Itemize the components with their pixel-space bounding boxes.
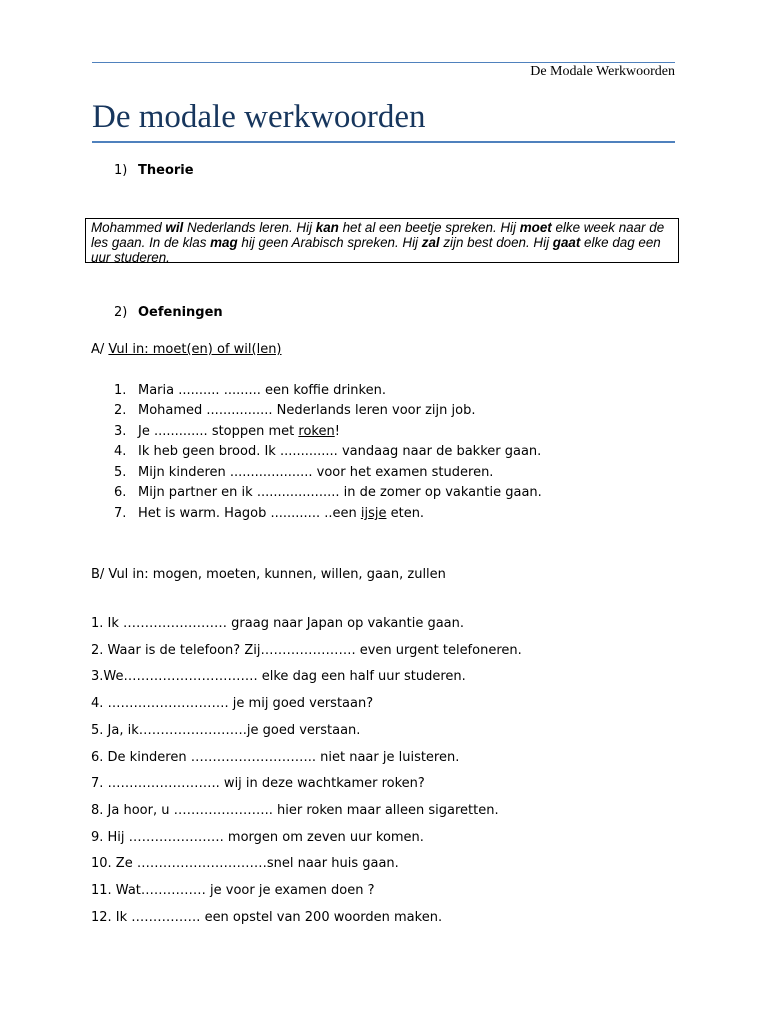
page-title: De modale werkwoorden: [92, 99, 426, 135]
list-item: [114, 485, 542, 500]
theory-text: elke dag een uur studeren.: [91, 235, 661, 265]
list-item: [114, 506, 424, 521]
list-item: [114, 383, 386, 398]
theory-box: [85, 218, 679, 263]
item-number: 4.: [114, 444, 127, 459]
item-text: Mohamed ................ Nederlands leren voor zijn job.: [138, 403, 476, 418]
list-item: 9. Hij …………………. morgen om zeven uur komen.: [91, 830, 424, 845]
exercise-a-heading: [91, 342, 282, 357]
section-label: Theorie: [138, 163, 194, 178]
list-item: [114, 424, 340, 439]
item-number: 5.: [114, 465, 127, 480]
item-text: Het is warm. Hagob ............ ..een: [138, 506, 361, 521]
list-item: 4. ………………………. je mij goed verstaan?: [91, 696, 374, 711]
theory-text: elke week naar de les gaan. In de klas: [91, 220, 665, 250]
list-item: 12. Ik ……………. een opstel van 200 woorden maken.: [91, 910, 443, 925]
section-oefeningen: [114, 305, 223, 320]
item-text: Je ............. stoppen met: [138, 424, 299, 439]
list-item: 10. Ze …………………………snel naar huis gaan.: [91, 856, 399, 871]
running-header: De Modale Werkwoorden: [530, 64, 675, 79]
item-number: 6.: [114, 485, 127, 500]
modal-verb: kan: [315, 220, 339, 235]
item-number: 2.: [114, 403, 127, 418]
item-text: ijsje: [360, 506, 387, 521]
header-rule: [92, 62, 675, 63]
modal-verb: gaat: [552, 235, 581, 250]
list-item: 3.We…………………………. elke dag een half uur studeren.: [91, 669, 466, 684]
item-number: 3.: [114, 424, 127, 439]
list-item: 8. Ja hoor, u ………………….. hier roken maar alleen sigaretten.: [91, 803, 499, 818]
list-item: [114, 403, 475, 418]
item-text: Ik heb geen brood. Ik .............. vandaag naar de bakker gaan.: [138, 444, 542, 459]
item-text: roken: [298, 424, 335, 439]
exercise-a-prefix: A/: [91, 342, 109, 357]
item-number: 7.: [114, 506, 127, 521]
modal-verb: moet: [519, 220, 552, 235]
list-item: 1. Ik …………………… graag naar Japan op vakantie gaan.: [91, 616, 465, 631]
list-item: 7. …………………….. wij in deze wachtkamer roken?: [91, 776, 425, 791]
exercise-a-instruction: Vul in: moet(en) of wil(len): [108, 342, 282, 357]
section-theorie: [114, 163, 194, 178]
section-number: 1): [114, 163, 128, 178]
item-text: Maria .......... ......... een koffie drinken.: [138, 383, 386, 398]
item-text: Mijn kinderen .................... voor het examen studeren.: [138, 465, 494, 480]
theory-text: Mohammed: [91, 220, 166, 235]
list-item: 5. Ja, ik…………………….je goed verstaan.: [91, 723, 361, 738]
item-text: eten.: [386, 506, 425, 521]
section-number: 2): [114, 305, 128, 320]
list-item: 6. De kinderen ……………………….. niet naar je luisteren.: [91, 750, 460, 765]
item-number: 1.: [114, 383, 127, 398]
theory-text: Nederlands leren. Hij: [183, 220, 316, 235]
modal-verb: wil: [165, 220, 184, 235]
theory-text: het al een beetje spreken. Hij: [338, 220, 520, 235]
item-text: Mijn partner en ik .................... in de zomer op vakantie gaan.: [138, 485, 542, 500]
list-item: [114, 465, 493, 480]
exercise-b-heading: B/ Vul in: mogen, moeten, kunnen, willen, gaan, zullen: [91, 567, 446, 582]
list-item: 2. Waar is de telefoon? Zij…………………. even urgent telefoneren.: [91, 643, 522, 658]
modal-verb: zal: [421, 235, 440, 250]
theory-text: hij geen Arabisch spreken. Hij: [237, 235, 422, 250]
list-item: [114, 444, 541, 459]
modal-verb: mag: [210, 235, 238, 250]
title-rule: [92, 141, 675, 143]
theory-text: zijn best doen. Hij: [439, 235, 553, 250]
item-text: !: [334, 424, 340, 439]
list-item: 11. Wat…………… je voor je examen doen ?: [91, 883, 375, 898]
section-label: Oefeningen: [138, 305, 223, 320]
